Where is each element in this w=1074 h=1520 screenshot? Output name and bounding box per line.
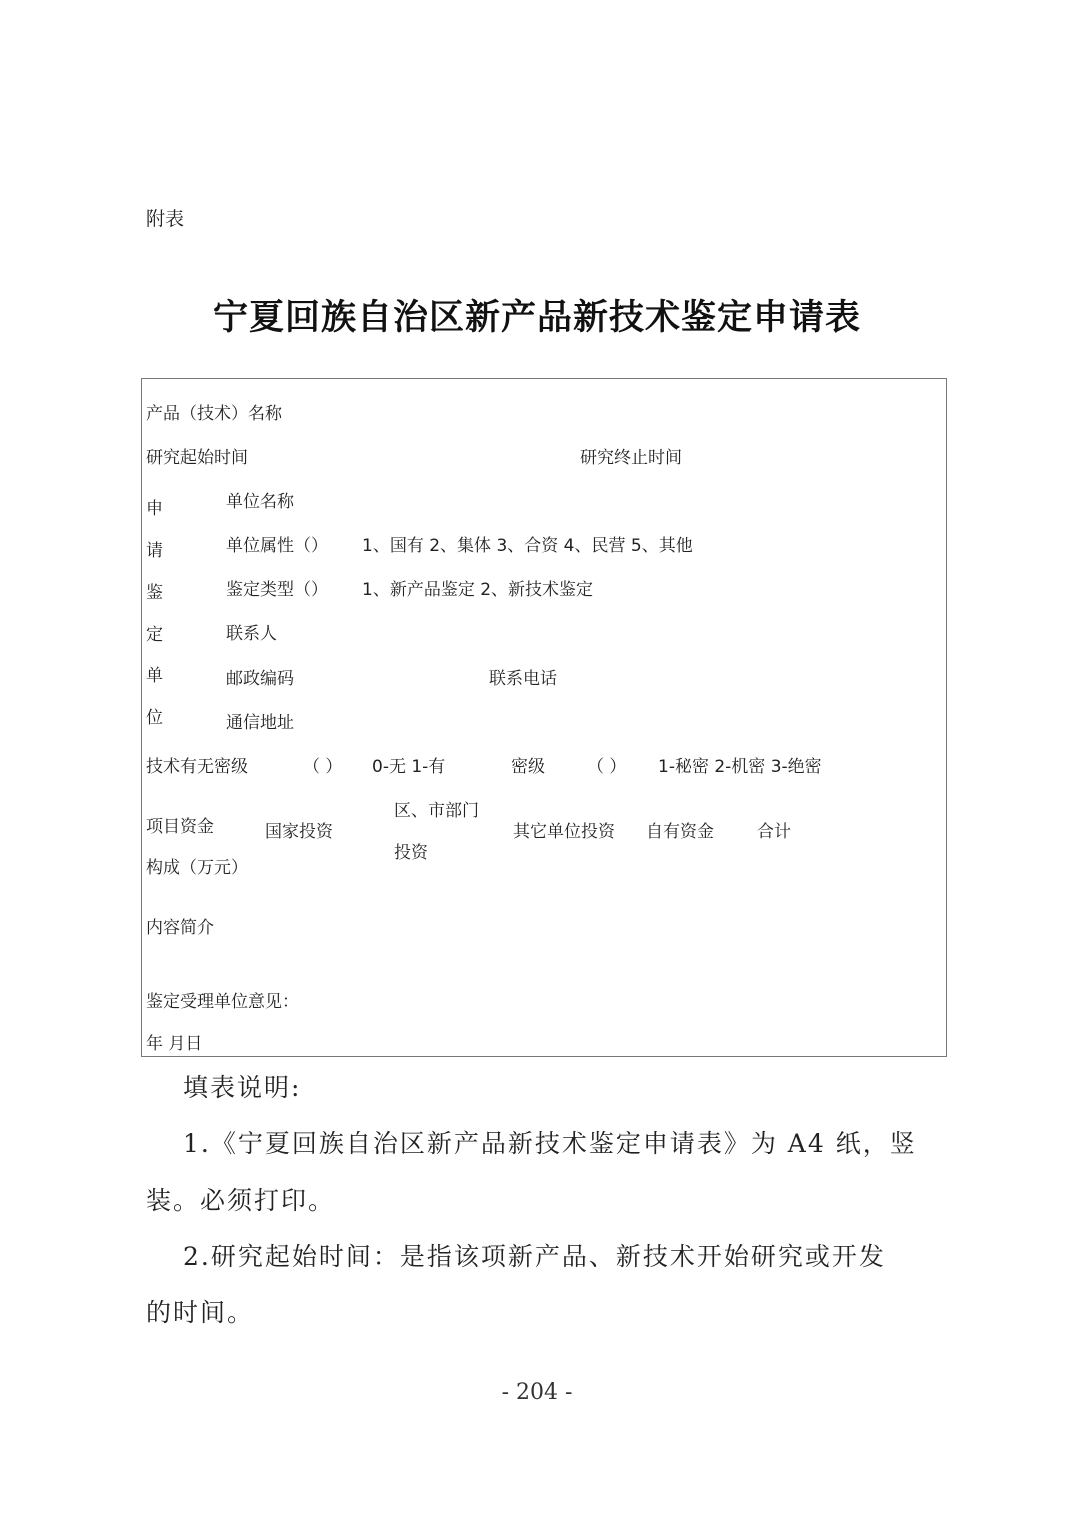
notes-heading: 填表说明: — [183, 1073, 302, 1102]
applicant-char-2: 请 — [146, 541, 163, 561]
level-paren: （ ） — [587, 757, 627, 777]
secrecy-paren: （ ） — [303, 757, 343, 777]
appraisal-type-label: 鉴定类型（） — [226, 580, 328, 600]
notes-item1-line1: 1.《宁夏回族自治区新产品新技术鉴定申请表》为 A4 纸，竖 — [183, 1129, 917, 1158]
appendix-label: 附表 — [146, 208, 185, 230]
applicant-char-1: 申 — [146, 499, 163, 519]
applicant-char-4: 定 — [146, 625, 163, 645]
research-end-label: 研究终止时间 — [580, 448, 682, 468]
notes-item2-line1: 2.研究起始时间：是指该项新产品、新技术开始研究或开发 — [183, 1242, 886, 1271]
funding-national: 国家投资 — [265, 822, 333, 842]
level-label: 密级 — [511, 757, 545, 777]
date-label: 年 月日 — [146, 1034, 203, 1054]
notes-item2-line2: 的时间。 — [146, 1298, 255, 1327]
unit-name-label: 单位名称 — [226, 492, 294, 512]
unit-attr-options: 1、国有 2、集体 3、合资 4、民营 5、其他 — [362, 536, 693, 556]
form-title: 宁夏回族自治区新产品新技术鉴定申请表 — [212, 298, 861, 338]
postcode-label: 邮政编码 — [226, 669, 294, 689]
product-name-label: 产品（技术）名称 — [146, 404, 282, 424]
funding-district-line1: 区、市部门 — [394, 801, 479, 821]
applicant-char-6: 位 — [146, 708, 163, 728]
address-label: 通信地址 — [226, 713, 294, 733]
phone-label: 联系电话 — [489, 669, 557, 689]
funding-total: 合计 — [757, 822, 791, 842]
level-options: 1-秘密 2-机密 3-绝密 — [658, 757, 822, 777]
applicant-char-3: 鉴 — [146, 583, 163, 603]
opinion-label: 鉴定受理单位意见： — [146, 992, 299, 1012]
summary-label: 内容简介 — [146, 918, 214, 938]
funding-label-line2: 构成（万元） — [146, 858, 248, 878]
appraisal-type-options: 1、新产品鉴定 2、新技术鉴定 — [362, 580, 594, 600]
funding-own: 自有资金 — [646, 822, 714, 842]
funding-district-line2: 投资 — [394, 843, 428, 863]
secrecy-label: 技术有无密级 — [146, 757, 248, 777]
research-start-label: 研究起始时间 — [146, 448, 248, 468]
unit-attr-label: 单位属性（） — [226, 536, 328, 556]
page-number: - 204 - — [501, 1380, 573, 1405]
contact-label: 联系人 — [226, 624, 277, 644]
applicant-char-5: 单 — [146, 666, 163, 686]
funding-label-line1: 项目资金 — [146, 817, 214, 837]
funding-other-units: 其它单位投资 — [513, 822, 615, 842]
secrecy-options: 0-无 1-有 — [372, 757, 446, 777]
notes-item1-line2: 装。必须打印。 — [146, 1186, 336, 1215]
